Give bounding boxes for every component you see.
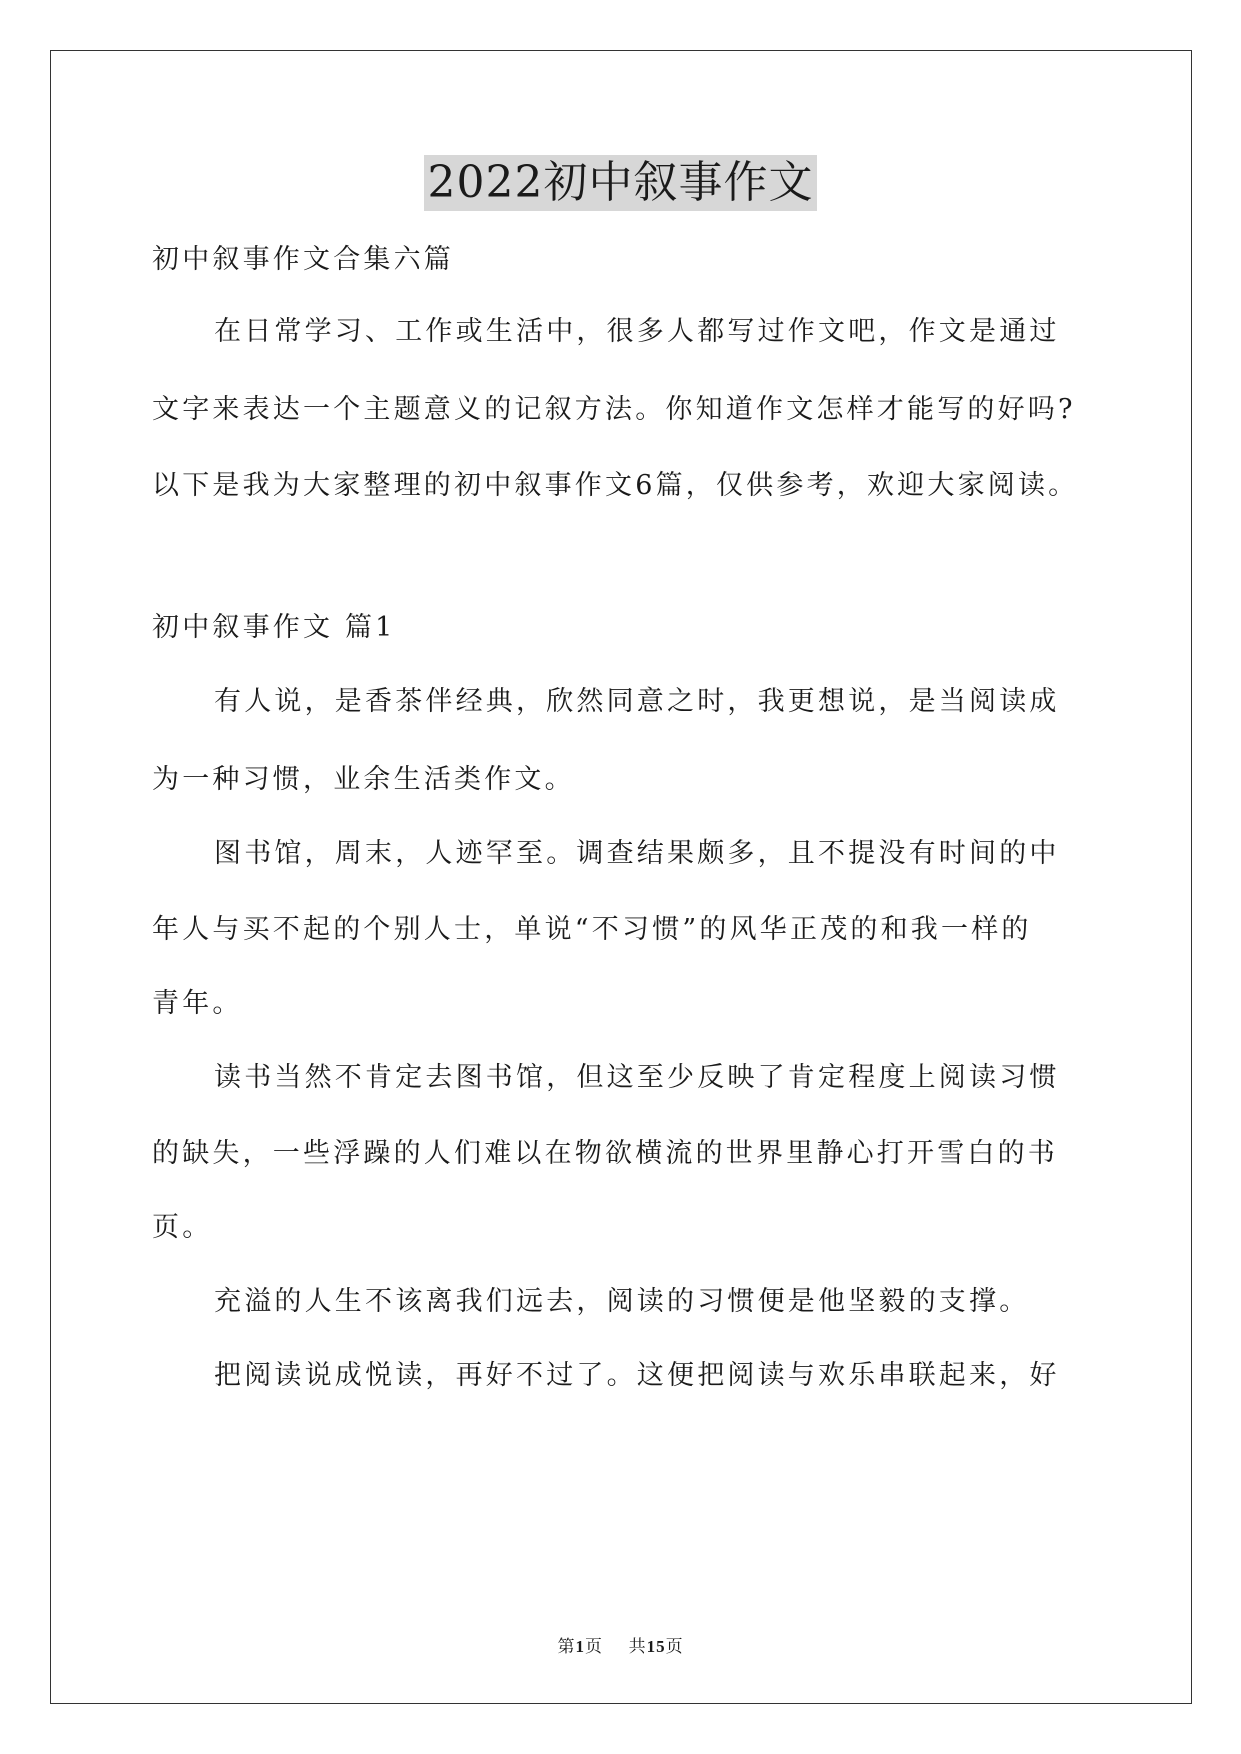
footer-page-prefix: 第 bbox=[557, 1637, 576, 1657]
paragraph-line: 年人与买不起的个别人士，单说“不习惯”的风华正茂的和我一样的 bbox=[152, 914, 1032, 945]
footer-total-suffix: 页 bbox=[665, 1637, 684, 1657]
paragraph-line: 的缺失，一些浮躁的人们难以在物欲横流的世界里静心打开雪白的书 bbox=[152, 1138, 1058, 1169]
paragraph-line: 为一种习惯，业余生活类作文。 bbox=[152, 764, 575, 795]
paragraph-line: 页。 bbox=[152, 1212, 213, 1243]
footer-page-suffix: 页 bbox=[584, 1637, 603, 1657]
paragraph-line: 青年。 bbox=[152, 988, 243, 1019]
footer-total-pages: 15 bbox=[646, 1637, 666, 1656]
subtitle-line: 初中叙事作文合集六篇 bbox=[152, 244, 454, 275]
footer-total-prefix: 共 bbox=[628, 1637, 647, 1657]
document-title: 2022初中叙事作文 bbox=[424, 155, 818, 211]
paragraph-line: 文字来表达一个主题意义的记叙方法。你知道作文怎样才能写的好吗? bbox=[152, 394, 1076, 425]
paragraph-line: 读书当然不肯定去图书馆，但这至少反映了肯定程度上阅读习惯 bbox=[214, 1062, 1060, 1093]
title-container bbox=[0, 155, 1241, 211]
page-border bbox=[50, 50, 1192, 1704]
paragraph-line: 有人说，是香茶伴经典，欣然同意之时，我更想说，是当阅读成 bbox=[214, 686, 1060, 717]
footer-page-number: 1 bbox=[575, 1637, 585, 1656]
paragraph-line: 在日常学习、工作或生活中，很多人都写过作文吧，作文是通过 bbox=[214, 316, 1060, 347]
paragraph-line: 充溢的人生不该离我们远去，阅读的习惯便是他坚毅的支撑。 bbox=[214, 1286, 1030, 1317]
page-footer bbox=[0, 1636, 1241, 1658]
paragraph-line: 把阅读说成悦读，再好不过了。这便把阅读与欢乐串联起来，好 bbox=[214, 1360, 1060, 1391]
paragraph-line: 图书馆，周末，人迹罕至。调查结果颇多，且不提没有时间的中 bbox=[214, 838, 1060, 869]
section-heading: 初中叙事作文 篇1 bbox=[152, 612, 396, 643]
paragraph-line: 以下是我为大家整理的初中叙事作文6篇，仅供参考，欢迎大家阅读。 bbox=[152, 470, 1079, 501]
